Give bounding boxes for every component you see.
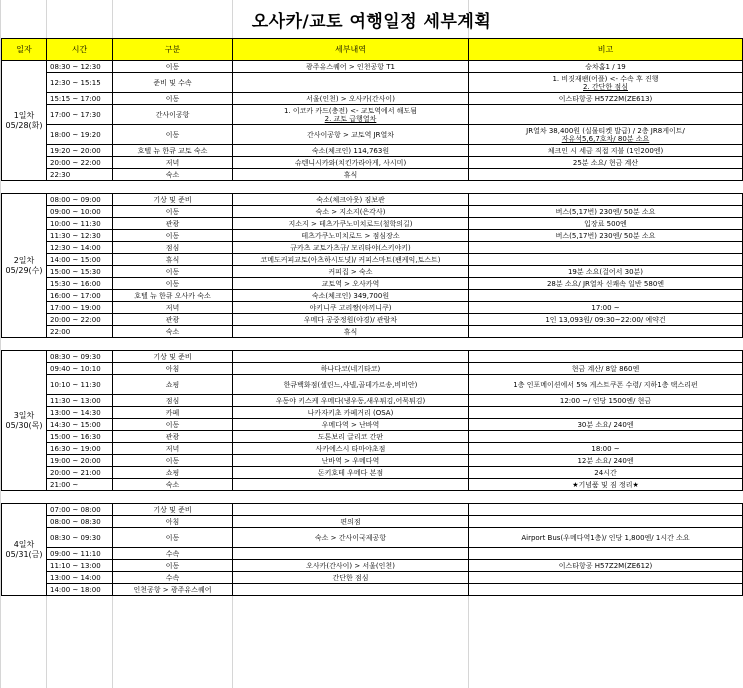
note-cell: 체크인 시 세금 직접 지불 (1인200엔) bbox=[469, 145, 743, 157]
detail-cell: 휴식 bbox=[233, 326, 469, 338]
time-cell: 10:00 ~ 11:30 bbox=[47, 218, 113, 230]
category-cell: 간사이공항 bbox=[113, 105, 233, 125]
note-cell: 입장료 500엔 bbox=[469, 218, 743, 230]
detail-cell: 숙소 > 간사이국제공항 bbox=[233, 528, 469, 548]
category-cell: 기상 및 준비 bbox=[113, 194, 233, 206]
detail-line: 1. 이코카 카드(충전) <- 교토역에서 해도됨 bbox=[283, 106, 418, 115]
day-date: 05/28(화) bbox=[5, 120, 43, 130]
time-cell: 16:30 ~ 19:00 bbox=[47, 443, 113, 455]
time-cell: 08:00 ~ 09:00 bbox=[47, 194, 113, 206]
category-cell: 수속 bbox=[113, 548, 233, 560]
itinerary-table bbox=[1, 38, 743, 596]
category-cell: 관광 bbox=[113, 431, 233, 443]
category-cell: 저녁 bbox=[113, 443, 233, 455]
time-cell: 08:30 ~ 09:30 bbox=[47, 351, 113, 363]
schedule-row bbox=[2, 326, 743, 338]
note-cell bbox=[469, 572, 743, 584]
time-cell: 14:00 ~ 15:00 bbox=[47, 254, 113, 266]
time-cell: 20:00 ~ 21:00 bbox=[47, 467, 113, 479]
note-cell bbox=[469, 504, 743, 516]
detail-cell: 나카자키초 카페거리 (OSA) bbox=[233, 407, 469, 419]
category-cell: 준비 및 수속 bbox=[113, 73, 233, 93]
note-cell: 28분 소요/ JR열차 신쾌속 일반 580엔 bbox=[469, 278, 743, 290]
time-cell: 11:30 ~ 13:00 bbox=[47, 395, 113, 407]
schedule-row bbox=[2, 145, 743, 157]
detail-cell: 광주유스퀘어 > 인천공항 T1 bbox=[233, 61, 469, 73]
detail-cell: 서울(인천) > 오사카(간사이) bbox=[233, 93, 469, 105]
schedule-row bbox=[2, 302, 743, 314]
schedule-row bbox=[2, 230, 743, 242]
note-cell: 12분 소요/ 240엔 bbox=[469, 455, 743, 467]
time-cell: 13:00 ~ 14:00 bbox=[47, 572, 113, 584]
schedule-row bbox=[2, 61, 743, 73]
itinerary-body bbox=[2, 39, 743, 596]
day-cell bbox=[2, 194, 47, 338]
schedule-row bbox=[2, 375, 743, 395]
detail-cell: 사카에스시 타마야초점 bbox=[233, 443, 469, 455]
category-cell: 이동 bbox=[113, 528, 233, 548]
schedule-row bbox=[2, 516, 743, 528]
time-cell: 09:00 ~ 11:10 bbox=[47, 548, 113, 560]
detail-cell bbox=[233, 73, 469, 93]
schedule-row bbox=[2, 242, 743, 254]
note-cell bbox=[469, 290, 743, 302]
category-cell: 기상 및 준비 bbox=[113, 351, 233, 363]
schedule-row bbox=[2, 560, 743, 572]
time-cell: 19:00 ~ 20:00 bbox=[47, 455, 113, 467]
category-cell: 점심 bbox=[113, 395, 233, 407]
category-cell: 이동 bbox=[113, 419, 233, 431]
detail-cell: 테츠가쿠노미치로드 > 점심장소 bbox=[233, 230, 469, 242]
note-line: 자유석5,6,7호차/ 80분 소요 bbox=[561, 134, 650, 143]
time-cell: 21:00 ~ bbox=[47, 479, 113, 491]
category-cell: 호텔 뉴 한큐 교토 숙소 bbox=[113, 145, 233, 157]
schedule-row bbox=[2, 125, 743, 145]
detail-cell: 간사이공항 > 교토역 JR열차 bbox=[233, 125, 469, 145]
time-cell: 15:00 ~ 15:30 bbox=[47, 266, 113, 278]
category-cell: 점심 bbox=[113, 242, 233, 254]
category-cell: 이동 bbox=[113, 278, 233, 290]
note-cell: 1인 13,093원/ 09:30~22:00/ 예약건 bbox=[469, 314, 743, 326]
schedule-row bbox=[2, 443, 743, 455]
header-category: 구분 bbox=[113, 39, 233, 61]
day-date: 05/31(금) bbox=[5, 549, 43, 559]
note-line: 2. 간단한 점심 bbox=[583, 82, 628, 91]
detail-cell bbox=[233, 584, 469, 596]
category-cell: 이동 bbox=[113, 230, 233, 242]
category-cell: 휴식 bbox=[113, 254, 233, 266]
schedule-row bbox=[2, 351, 743, 363]
note-cell: 30분 소요/ 240엔 bbox=[469, 419, 743, 431]
note-cell bbox=[469, 169, 743, 181]
note-cell bbox=[469, 125, 743, 145]
note-cell: 19분 소요(걸어서 30분) bbox=[469, 266, 743, 278]
detail-cell: 교토역 > 오사카역 bbox=[233, 278, 469, 290]
schedule-row bbox=[2, 105, 743, 125]
category-cell: 숙소 bbox=[113, 169, 233, 181]
category-cell: 이동 bbox=[113, 125, 233, 145]
detail-cell: 슈텐니시카와(치킨가라아게, 사시미) bbox=[233, 157, 469, 169]
detail-cell: 휴식 bbox=[233, 169, 469, 181]
category-cell: 이동 bbox=[113, 560, 233, 572]
category-cell: 관광 bbox=[113, 314, 233, 326]
category-cell: 쇼핑 bbox=[113, 375, 233, 395]
time-cell: 15:00 ~ 16:30 bbox=[47, 431, 113, 443]
time-cell: 08:30 ~ 12:30 bbox=[47, 61, 113, 73]
schedule-row bbox=[2, 572, 743, 584]
schedule-row bbox=[2, 584, 743, 596]
time-cell: 12:30 ~ 15:15 bbox=[47, 73, 113, 93]
schedule-row bbox=[2, 93, 743, 105]
day-separator bbox=[2, 491, 743, 504]
note-cell bbox=[469, 242, 743, 254]
schedule-row bbox=[2, 395, 743, 407]
schedule-row bbox=[2, 157, 743, 169]
detail-cell: 코메도커피교토(아츠하시도넛)/ 커피스마트(팬케익,토스트) bbox=[233, 254, 469, 266]
time-cell: 20:00 ~ 22:00 bbox=[47, 157, 113, 169]
note-cell bbox=[469, 105, 743, 125]
detail-cell: 숙소(체크인) 114,763원 bbox=[233, 145, 469, 157]
schedule-row bbox=[2, 548, 743, 560]
category-cell: 이동 bbox=[113, 455, 233, 467]
category-cell: 아침 bbox=[113, 363, 233, 375]
time-cell: 15:15 ~ 17:00 bbox=[47, 93, 113, 105]
note-cell: 승차홈1 / 19 bbox=[469, 61, 743, 73]
note-line: JR열차 38,400원 (실물티켓 발급) / 2층 JR8게이트/ bbox=[526, 126, 685, 135]
detail-cell bbox=[233, 479, 469, 491]
note-cell: 이스타항공 H57Z2M(ZE613) bbox=[469, 93, 743, 105]
time-cell: 08:00 ~ 08:30 bbox=[47, 516, 113, 528]
note-cell: 18:00 ~ bbox=[469, 443, 743, 455]
detail-cell: 오사카(간사이) > 서울(인천) bbox=[233, 560, 469, 572]
time-cell: 09:40 ~ 10:10 bbox=[47, 363, 113, 375]
day-date: 05/30(목) bbox=[5, 420, 43, 430]
category-cell: 쇼핑 bbox=[113, 467, 233, 479]
schedule-row bbox=[2, 194, 743, 206]
schedule-row bbox=[2, 455, 743, 467]
detail-cell: 커피집 > 숙소 bbox=[233, 266, 469, 278]
category-cell: 이동 bbox=[113, 206, 233, 218]
detail-cell: 우메다역 > 난바역 bbox=[233, 419, 469, 431]
detail-cell bbox=[233, 548, 469, 560]
note-cell bbox=[469, 431, 743, 443]
detail-cell: 규카츠 교토가츠규/ 모리타야(스키야키) bbox=[233, 242, 469, 254]
note-cell: 12:00 ~/ 인당 1500엔/ 현금 bbox=[469, 395, 743, 407]
note-cell bbox=[469, 584, 743, 596]
time-cell: 20:00 ~ 22:00 bbox=[47, 314, 113, 326]
detail-cell: 편의점 bbox=[233, 516, 469, 528]
day-label: 3일차 bbox=[13, 410, 35, 420]
detail-cell bbox=[233, 504, 469, 516]
schedule-row bbox=[2, 363, 743, 375]
separator-cell bbox=[2, 491, 743, 504]
separator-cell bbox=[2, 181, 743, 194]
schedule-row bbox=[2, 314, 743, 326]
note-cell: 이스타항공 H57Z2M(ZE612) bbox=[469, 560, 743, 572]
category-cell: 이동 bbox=[113, 61, 233, 73]
category-cell: 이동 bbox=[113, 93, 233, 105]
detail-cell: 간단한 점심 bbox=[233, 572, 469, 584]
day-cell bbox=[2, 504, 47, 596]
schedule-row bbox=[2, 169, 743, 181]
note-cell bbox=[469, 351, 743, 363]
schedule-row bbox=[2, 218, 743, 230]
detail-cell: 우동야 키스케 우메다(냉우동,새우튀김,어묵튀김) bbox=[233, 395, 469, 407]
time-cell: 15:30 ~ 16:00 bbox=[47, 278, 113, 290]
category-cell: 기상 및 준비 bbox=[113, 504, 233, 516]
time-cell: 08:30 ~ 09:30 bbox=[47, 528, 113, 548]
note-cell bbox=[469, 194, 743, 206]
detail-cell: 한큐백화점(셀린느,샤넬,골데가르송,비비안) bbox=[233, 375, 469, 395]
detail-cell bbox=[233, 351, 469, 363]
category-cell: 아침 bbox=[113, 516, 233, 528]
time-cell: 22:30 bbox=[47, 169, 113, 181]
note-cell bbox=[469, 326, 743, 338]
note-cell bbox=[469, 407, 743, 419]
note-cell bbox=[469, 516, 743, 528]
note-cell bbox=[469, 254, 743, 266]
time-cell: 11:30 ~ 12:30 bbox=[47, 230, 113, 242]
time-cell: 07:00 ~ 08:00 bbox=[47, 504, 113, 516]
note-cell: Airport Bus(우메다역1층)/ 인당 1,800엔/ 1시간 소요 bbox=[469, 528, 743, 548]
schedule-row bbox=[2, 290, 743, 302]
schedule-row bbox=[2, 266, 743, 278]
note-cell bbox=[469, 548, 743, 560]
time-cell: 10:10 ~ 11:30 bbox=[47, 375, 113, 395]
detail-cell: 숙소 > 지소지(은각사) bbox=[233, 206, 469, 218]
category-cell: 인천공항 > 광주유스퀘어 bbox=[113, 584, 233, 596]
category-cell: 저녁 bbox=[113, 302, 233, 314]
note-cell: 25분 소요/ 현금 계산 bbox=[469, 157, 743, 169]
schedule-row bbox=[2, 73, 743, 93]
time-cell: 11:10 ~ 13:00 bbox=[47, 560, 113, 572]
time-cell: 17:00 ~ 17:30 bbox=[47, 105, 113, 125]
note-cell: 1층 인포메이션에서 5% 게스트쿠폰 수령/ 지하1층 택스리펀 bbox=[469, 375, 743, 395]
detail-cell: 도톤보리 글리코 간판 bbox=[233, 431, 469, 443]
header-row bbox=[2, 39, 743, 61]
separator-cell bbox=[2, 338, 743, 351]
detail-cell: 난바역 > 우메다역 bbox=[233, 455, 469, 467]
detail-cell bbox=[233, 105, 469, 125]
note-cell: 17:00 ~ bbox=[469, 302, 743, 314]
schedule-row bbox=[2, 206, 743, 218]
schedule-row bbox=[2, 431, 743, 443]
time-cell: 18:00 ~ 19:20 bbox=[47, 125, 113, 145]
day-separator bbox=[2, 338, 743, 351]
detail-line: 2. 교토 급행열차 bbox=[324, 114, 377, 123]
time-cell: 13:00 ~ 14:30 bbox=[47, 407, 113, 419]
detail-cell: 지소지 > 테츠가쿠노미치로드(철학의길) bbox=[233, 218, 469, 230]
day-label: 1일차 bbox=[13, 110, 35, 120]
schedule-row bbox=[2, 479, 743, 491]
header-note: 비고 bbox=[469, 39, 743, 61]
time-cell: 22:00 bbox=[47, 326, 113, 338]
detail-cell: 하나다코(네기타코) bbox=[233, 363, 469, 375]
time-cell: 19:20 ~ 20:00 bbox=[47, 145, 113, 157]
note-cell: 24시간 bbox=[469, 467, 743, 479]
detail-cell: 야키니쿠 고리짱(야끼니쿠) bbox=[233, 302, 469, 314]
category-cell: 관광 bbox=[113, 218, 233, 230]
header-day: 일자 bbox=[2, 39, 47, 61]
day-cell bbox=[2, 61, 47, 181]
time-cell: 17:00 ~ 19:00 bbox=[47, 302, 113, 314]
header-detail: 세부내역 bbox=[233, 39, 469, 61]
category-cell: 저녁 bbox=[113, 157, 233, 169]
category-cell: 숙소 bbox=[113, 326, 233, 338]
day-separator bbox=[2, 181, 743, 194]
note-cell: 버스(5,17번) 230엔/ 50분 소요 bbox=[469, 206, 743, 218]
category-cell: 호텔 뉴 한큐 오사카 숙소 bbox=[113, 290, 233, 302]
page-title: 오사카/교토 여행일정 세부계획 bbox=[251, 11, 492, 32]
schedule-row bbox=[2, 504, 743, 516]
note-cell bbox=[469, 73, 743, 93]
note-line: 1. 비짓재팬(어플) <- 수속 후 진행 bbox=[552, 74, 659, 83]
note-cell: ★기념품 및 짐 정리★ bbox=[469, 479, 743, 491]
day-label: 2일차 bbox=[13, 255, 35, 265]
time-cell: 16:00 ~ 17:00 bbox=[47, 290, 113, 302]
category-cell: 카페 bbox=[113, 407, 233, 419]
schedule-row bbox=[2, 254, 743, 266]
detail-cell: 돈키호테 우메다 본점 bbox=[233, 467, 469, 479]
note-cell: 현금 계산/ 8알 860엔 bbox=[469, 363, 743, 375]
time-cell: 14:30 ~ 15:00 bbox=[47, 419, 113, 431]
day-cell bbox=[2, 351, 47, 491]
detail-cell: 우메다 공중정원(야경)/ 관람차 bbox=[233, 314, 469, 326]
schedule-row bbox=[2, 278, 743, 290]
detail-cell: 숙소(체크아웃) 짐보관 bbox=[233, 194, 469, 206]
detail-cell: 숙소(체크인) 349,700원 bbox=[233, 290, 469, 302]
schedule-row bbox=[2, 419, 743, 431]
category-cell: 수속 bbox=[113, 572, 233, 584]
day-label: 4일차 bbox=[13, 539, 35, 549]
time-cell: 14:00 ~ 18:00 bbox=[47, 584, 113, 596]
day-date: 05/29(수) bbox=[5, 265, 43, 275]
time-cell: 12:30 ~ 14:00 bbox=[47, 242, 113, 254]
note-cell: 버스(5,17번) 230엔/ 50분 소요 bbox=[469, 230, 743, 242]
header-time: 시간 bbox=[47, 39, 113, 61]
category-cell: 이동 bbox=[113, 266, 233, 278]
time-cell: 09:00 ~ 10:00 bbox=[47, 206, 113, 218]
schedule-row bbox=[2, 467, 743, 479]
schedule-row bbox=[2, 528, 743, 548]
category-cell: 숙소 bbox=[113, 479, 233, 491]
schedule-row bbox=[2, 407, 743, 419]
